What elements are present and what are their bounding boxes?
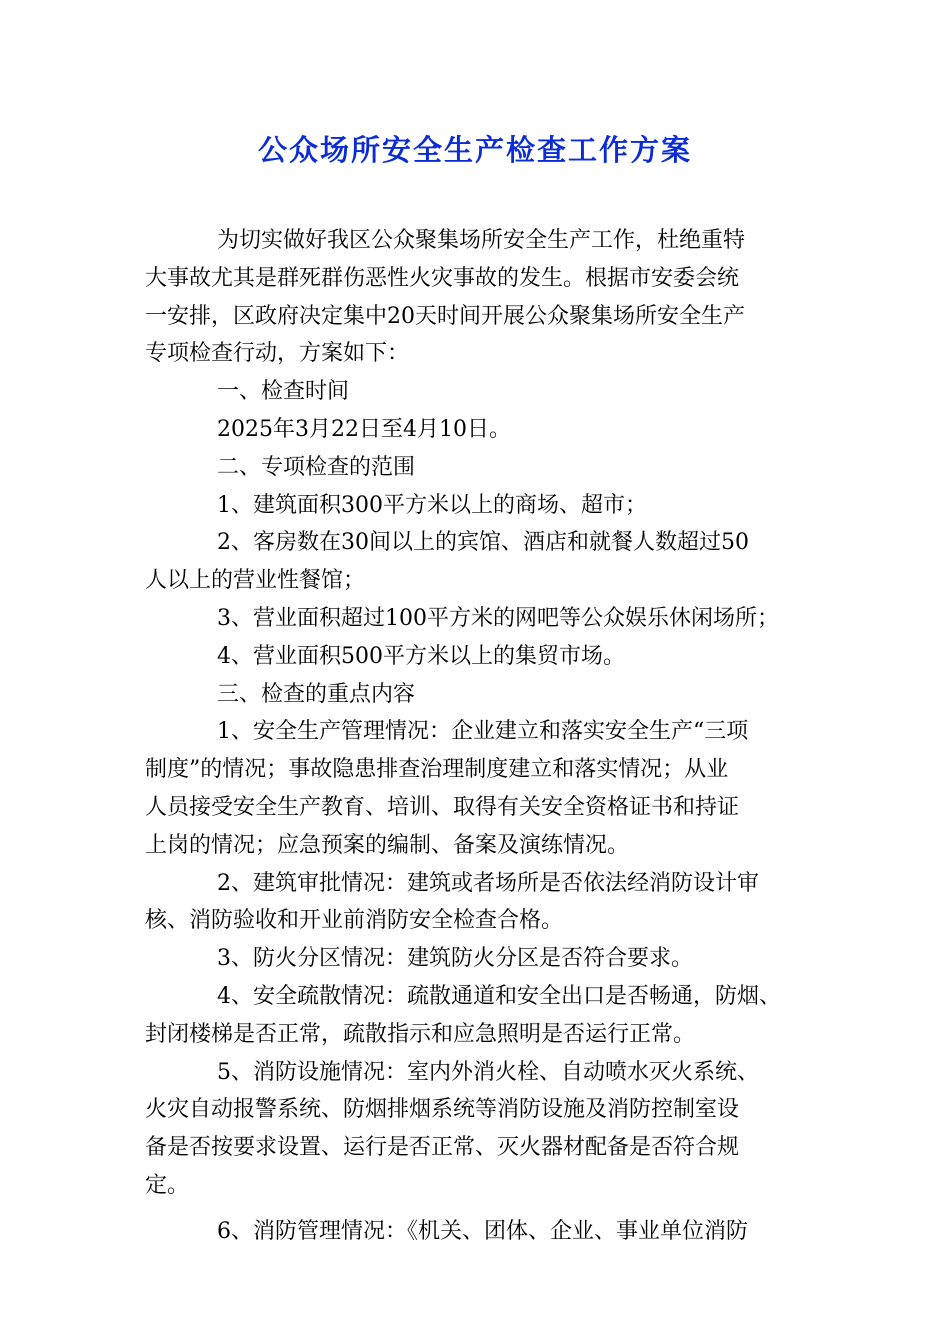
list-item: 3、营业面积超过100平方米的网吧等公众娱乐休闲场所；	[217, 605, 779, 631]
section-heading: 一、检查时间	[217, 379, 350, 405]
paragraph-line: 核、消防验收和开业前消防安全检查合格。	[145, 908, 564, 934]
paragraph-line: 人员接受安全生产教育、培训、取得有关安全资格证书和持证	[145, 794, 740, 820]
paragraph-line: 为切实做好我区公众聚集场所安全生产工作，杜绝重特	[217, 228, 746, 253]
paragraph-line: 一安排，区政府决定集中20天时间开展公众聚集场所安全生产	[145, 303, 745, 329]
paragraph-line: 大事故尤其是群死群伤恶性火灾事故的发生。根据市安委会统	[145, 265, 740, 291]
list-item: 5、消防设施情况：室内外消火栓、自动喷水灭火系统、	[217, 1059, 759, 1085]
paragraph-gap	[145, 1205, 810, 1213]
paragraph-line: 制度”的情况；事故隐患排查治理制度建立和落实情况；从业	[145, 757, 729, 783]
list-item: 4、安全疏散情况：疏散通道和安全出口是否畅通，防烟、	[217, 983, 781, 1009]
list-item: 2、客房数在30间以上的宾馆、酒店和就餐人数超过50	[217, 530, 749, 556]
list-item: 3、防火分区情况：建筑防火分区是否符合要求。	[217, 946, 693, 972]
paragraph-line: 专项检查行动，方案如下：	[145, 341, 410, 367]
document-body	[145, 222, 810, 1251]
paragraph-line: 人以上的营业性餐馆；	[145, 568, 366, 594]
document-title: 公众场所安全生产检查工作方案	[257, 133, 692, 167]
section-heading: 二、专项检查的范围	[217, 454, 416, 480]
paragraph-line: 火灾自动报警系统、防烟排烟系统等消防设施及消防控制室设	[145, 1097, 740, 1123]
paragraph-line: 上岗的情况；应急预案的编制、备案及演练情况。	[145, 832, 630, 858]
paragraph-line: 定。	[145, 1172, 190, 1198]
list-item: 6、消防管理情况：《机关、团体、企业、事业单位消防	[217, 1218, 748, 1244]
list-item: 4、营业面积500平方米以上的集贸市场。	[217, 643, 625, 669]
section-heading: 三、检查的重点内容	[217, 681, 416, 707]
list-item: 1、安全生产管理情况：企业建立和落实安全生产“三项	[217, 719, 749, 745]
paragraph-line: 备是否按要求设置、运行是否正常、灭火器材配备是否符合规	[145, 1135, 740, 1161]
paragraph-line: 封闭楼梯是否正常，疏散指示和应急照明是否运行正常。	[145, 1021, 696, 1047]
list-item: 1、建筑面积300平方米以上的商场、超市；	[217, 492, 647, 518]
paragraph-line: 2025年3月22日至4月10日。	[217, 416, 511, 442]
list-item: 2、建筑审批情况：建筑或者场所是否依法经消防设计审	[217, 870, 759, 896]
